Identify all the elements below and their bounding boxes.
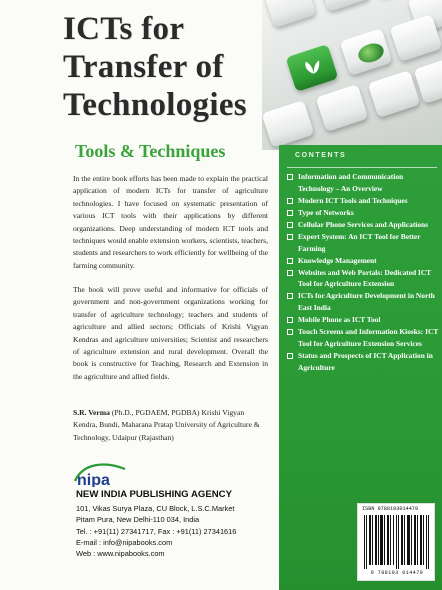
contents-item [287, 350, 439, 373]
publisher-address-line-2: Pitam Pura, New Delhi-110 034, India [76, 515, 200, 525]
contents-list [287, 171, 439, 374]
nipa-logo [73, 461, 129, 487]
title-line: Technologies [63, 87, 247, 123]
book-subtitle: Tools & Techniques [75, 141, 226, 161]
contents-item-label: Status and Prospects of ICT Application in Agriculture [298, 350, 433, 372]
author-block [73, 407, 268, 444]
publisher-address-line-1: 101, Vikas Surya Plaza, CU Block, L.S.C.Market [76, 504, 235, 513]
author-name: S.R. Verma [73, 408, 110, 417]
checkbox-bullet-icon [287, 222, 293, 228]
checkbox-bullet-icon [287, 317, 293, 323]
keyboard-key-green [286, 44, 339, 92]
contents-item-label: Knowledge Management [298, 255, 377, 265]
contents-item [287, 314, 439, 326]
checkbox-bullet-icon [287, 198, 293, 204]
isbn-number: ISBN 9788193014479 [362, 506, 419, 512]
contents-item-label: Websites and Web Portals: Dedicated ICT Tool for Agriculture Extension [298, 267, 431, 289]
leaf-icon [299, 55, 324, 78]
contents-item [287, 219, 439, 231]
description-paragraph-2: The book will prove useful and informative for officials of government and non-government organizations working for transfer of agriculture technology; teachers and students of agriculture and allied sectors; Officials of Krishi Vigyan Kendras and agriculture universities; Scientist and researchers of agriculture extension and rural development. Overall the book is constructive for Teaching, Research and Extension in the agriculture and allied fields. [73, 285, 268, 381]
keyboard-key [316, 84, 369, 132]
description-paragraph-1: In the entire book efforts has been made to explain the practical application of modern ICTs for transfer of agriculture technologies. I have focused on systematic presentation of various ICT tools with their applications by different organizations. Deep understanding of modern ICT tools and techniques would enable extension workers, scientists, teachers, students and researchers to work efficiently for wellbeing of the farming community. [73, 174, 268, 270]
contents-item [287, 255, 439, 267]
contents-item-label: Type of Networks [298, 207, 354, 217]
barcode-bars [362, 515, 432, 569]
checkbox-bullet-icon [287, 174, 293, 180]
publisher-email: E-mail : info@nipabooks.com [76, 537, 173, 547]
checkbox-bullet-icon [287, 293, 293, 299]
checkbox-bullet-icon [287, 210, 293, 216]
publisher-phone: Tel. : +91(11) 27341717, Fax : +91(11) 27341616 [76, 526, 237, 536]
contents-item [287, 326, 439, 349]
keyboard-key [368, 70, 421, 118]
contents-item-label: ICTs for Agriculture Development in North East India [298, 291, 435, 313]
publisher-web: Web : www.nipabooks.com [76, 549, 165, 559]
contents-item-label: Modern ICT Tools and Techniques [298, 195, 408, 205]
contents-item-label: Information and Communication Technology – An Overview [298, 172, 404, 193]
contents-item [287, 231, 439, 254]
checkbox-bullet-icon [287, 270, 293, 276]
contents-item [287, 290, 439, 313]
barcode-digits: 9 788193 014479 [370, 570, 424, 576]
author-details: (Ph.D., PGDAEM, PGDBA) Krishi Vigyan Kendra, Bundi, Maharana Pratap University of Agriculture & Technology, Udaipur (Rajasthan) [73, 408, 260, 442]
isbn-barcode [357, 503, 435, 581]
checkbox-bullet-icon [287, 329, 293, 335]
checkbox-bullet-icon [287, 234, 293, 240]
keyboard-photo [262, 0, 442, 150]
checkbox-bullet-icon [287, 258, 293, 264]
contents-item [287, 171, 439, 194]
contents-item-label: Expert System: An ICT Tool for Better Farming [298, 231, 421, 253]
publisher-contact [76, 503, 296, 559]
logo-text: nipa [77, 472, 110, 487]
contents-item [287, 207, 439, 219]
title-line: Transfer of [63, 49, 224, 85]
contents-item [287, 267, 439, 290]
contents-divider [287, 167, 437, 168]
contents-item-label: Touch Screens and Information Kiosks: ICT Tool for Agriculture Extension Services [298, 327, 439, 348]
checkbox-bullet-icon [287, 353, 293, 359]
keyboard-key [318, 0, 371, 12]
publisher-name: NEW INDIA PUBLISHING AGENCY [76, 489, 232, 500]
contents-item [287, 195, 439, 207]
title-line: ICTs for [63, 11, 185, 47]
contents-item-label: Cellular Phone Services and Applications [298, 219, 429, 229]
contents-item-label: Mobile Phone as ICT Tool [298, 315, 381, 325]
book-title [63, 10, 273, 124]
contents-heading: CONTENTS [295, 152, 347, 159]
